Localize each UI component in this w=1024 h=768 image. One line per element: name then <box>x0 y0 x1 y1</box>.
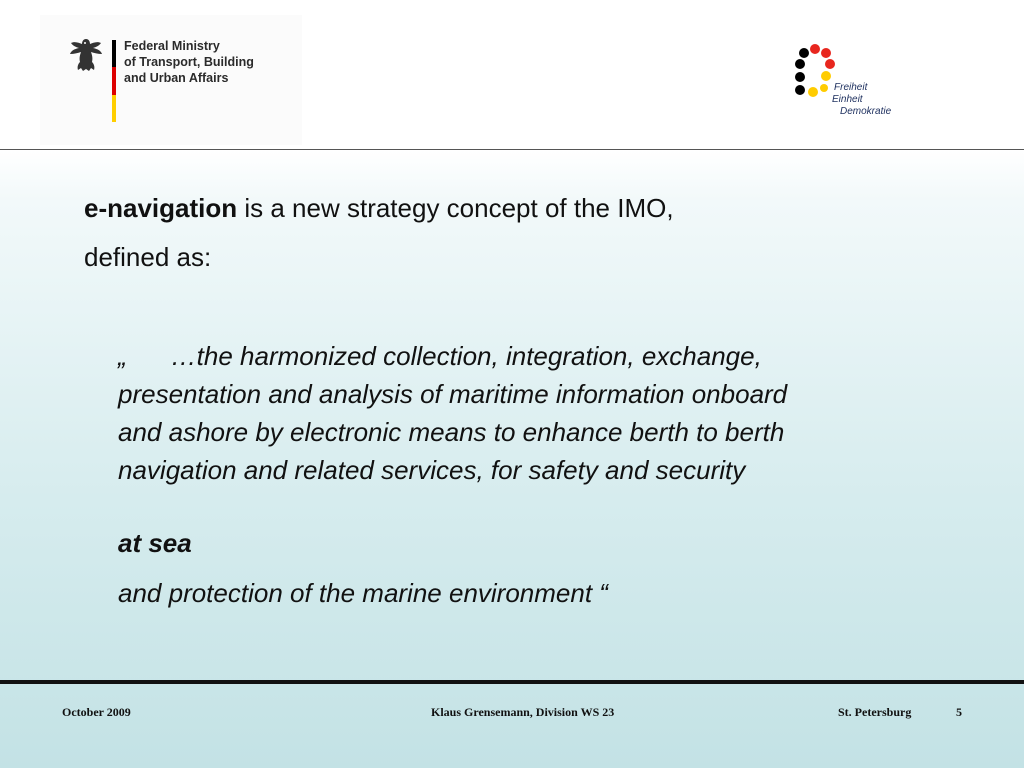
intro-rest: is a new strategy concept of the IMO, <box>237 193 674 223</box>
logo-word-demokratie: Demokratie <box>840 106 892 117</box>
quote-open-mark: „ <box>118 341 127 371</box>
footer-location: St. Petersburg <box>838 705 912 719</box>
imo-definition-quote <box>118 337 938 489</box>
intro-line-1 <box>84 193 674 224</box>
federal-eagle-icon <box>68 35 104 75</box>
intro-line-2: defined as: <box>84 242 212 272</box>
slide-header <box>0 0 1024 150</box>
ministry-name-line-1: Federal Ministry <box>124 39 220 53</box>
footer-page-number: 5 <box>956 705 962 719</box>
ministry-logo <box>40 15 302 145</box>
quote-closing-line: and protection of the marine environment “ <box>118 578 608 608</box>
ministry-name-line-3: and Urban Affairs <box>124 71 229 85</box>
freiheit-einheit-logo <box>790 40 900 120</box>
ministry-name <box>124 38 254 86</box>
quote-line-2: presentation and analysis of maritime information onboard <box>118 379 788 409</box>
term-e-navigation: e-navigation <box>84 193 238 223</box>
ministry-name-line-2: of Transport, Building <box>124 55 254 69</box>
footer-author: Klaus Grensemann, Division WS 23 <box>431 705 615 719</box>
logo-word-einheit: Einheit <box>832 94 863 105</box>
german-flag-bar <box>112 40 116 122</box>
footer-divider <box>0 680 1024 684</box>
quote-line-3: and ashore by electronic means to enhance berth to berth <box>118 417 785 447</box>
logo-word-freiheit: Freiheit <box>834 82 868 93</box>
quote-line-1 <box>118 337 938 375</box>
header-divider <box>0 149 1024 150</box>
quote-emphasis-at-sea: at sea <box>118 528 192 558</box>
quote-line-1-text: …the harmonized collection, integration, exchange, <box>170 341 762 371</box>
footer-date: October 2009 <box>62 705 131 719</box>
quote-line-4: navigation and related services, for safety and security <box>118 455 746 485</box>
